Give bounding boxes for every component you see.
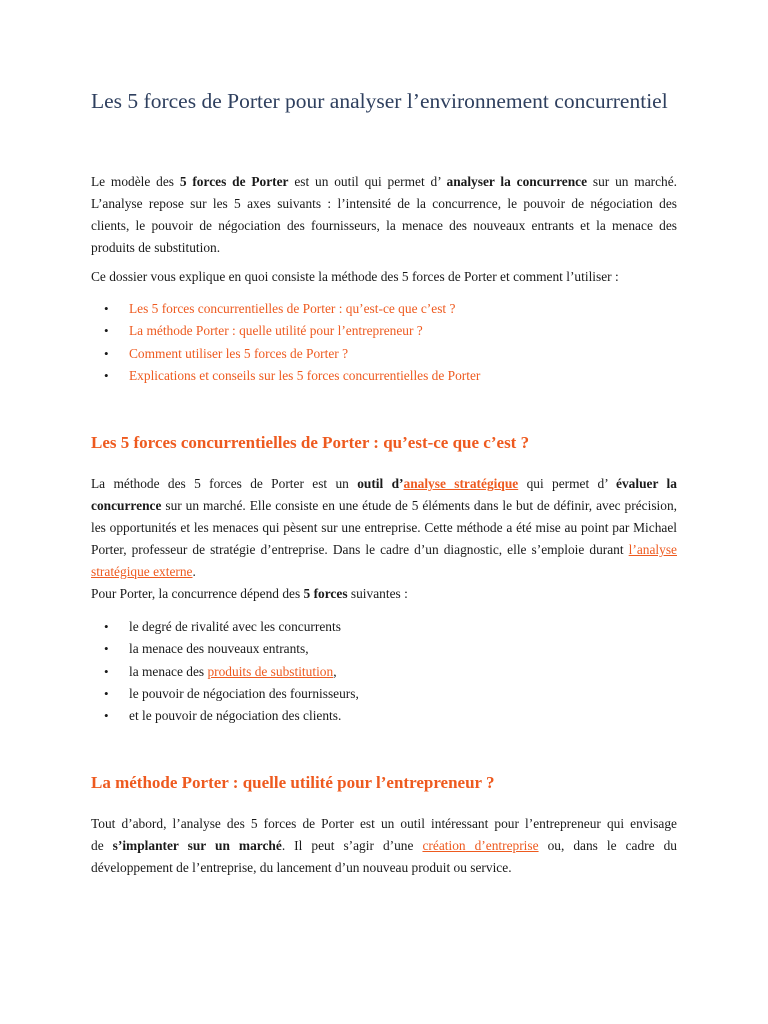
- intro-paragraph: [91, 171, 677, 259]
- section2-line-2: de s’implanter sur un marché. Il peut s’agir d’une création d’entreprise ou, dans le cadre du: [91, 838, 677, 853]
- dossier-paragraph: Ce dossier vous explique en quoi consiste la méthode des 5 forces de Porter et comment l’utiliser :: [91, 269, 619, 284]
- list-item: • le degré de rivalité avec les concurrents: [91, 616, 677, 638]
- produits-substitution-link[interactable]: produits de substitution: [207, 663, 334, 679]
- list-item: • le pouvoir de négociation des fournisseurs,: [91, 683, 677, 705]
- toc-link-3[interactable]: Comment utiliser les 5 forces de Porter ?: [129, 345, 349, 361]
- document-title: Les 5 forces de Porter pour analyser l’environnement concurrentiel: [91, 89, 668, 113]
- analyse-strategique-externe-link-a[interactable]: l’analyse: [628, 542, 677, 557]
- forces-list: [91, 616, 677, 727]
- section-heading-1: Les 5 forces concurrentielles de Porter : qu’est-ce que c’est ?: [91, 433, 530, 452]
- section1-line-5: stratégique externe.: [91, 564, 196, 579]
- list-item: • et le pouvoir de négociation des clients.: [91, 705, 677, 727]
- section2-line-1: Tout d’abord, l’analyse des 5 forces de Porter est un outil intéressant pour l’entrepreneur qui envisage: [91, 816, 677, 831]
- creation-entreprise-link[interactable]: création d’entreprise: [422, 838, 539, 853]
- toc-item[interactable]: [91, 343, 677, 365]
- section1-line-1: La méthode des 5 forces de Porter est un outil d’analyse stratégique qui permet d’ évaluer la: [91, 476, 677, 491]
- table-of-contents: [91, 298, 677, 387]
- toc-link-4[interactable]: Explications et conseils sur les 5 forces concurrentielles de Porter: [129, 367, 481, 383]
- section1-line-3: les opportunités et les menaces qui pèsent sur une entreprise. Cette méthode a été mise au point par Michael: [91, 520, 677, 535]
- toc-item[interactable]: [91, 320, 677, 342]
- intro-line-3: clients, le pouvoir de négociation des fournisseurs, la menace des nouveaux entrants et la menace des: [91, 218, 677, 233]
- section1-line-6: Pour Porter, la concurrence dépend des 5 forces suivantes :: [91, 586, 408, 601]
- intro-line-4: produits de substitution.: [91, 240, 221, 255]
- analyse-strategique-link[interactable]: analyse stratégique: [403, 476, 519, 491]
- section1-line-2: concurrence sur un marché. Elle consiste en une étude de 5 éléments dans le but de définir, avec précision,: [91, 498, 677, 513]
- intro-line-1: Le modèle des 5 forces de Porter est un outil qui permet d’ analyser la concurrence sur un marché.: [91, 174, 678, 189]
- list-item: • la menace des produits de substitution,: [91, 661, 677, 683]
- section2-paragraph: [91, 813, 677, 879]
- list-item: • la menace des nouveaux entrants,: [91, 638, 677, 660]
- section2-line-3: développement de l’entreprise, du lancement d’un nouveau produit ou service.: [91, 860, 512, 875]
- toc-link-2[interactable]: La méthode Porter : quelle utilité pour l’entrepreneur ?: [129, 323, 423, 339]
- section1-paragraph: [91, 473, 677, 605]
- toc-item[interactable]: [91, 365, 677, 387]
- analyse-strategique-externe-link-b[interactable]: stratégique externe: [91, 564, 193, 579]
- section1-line-4: Porter, professeur de stratégie d’entreprise. Dans le cadre d’un diagnostic, elle s’emploie durant l’analyse: [91, 542, 677, 557]
- section-heading-2: La méthode Porter : quelle utilité pour l’entrepreneur ?: [91, 773, 495, 792]
- intro-line-2: L’analyse repose sur les 5 axes suivants : l’intensité de la concurrence, le pouvoir de négociation des: [91, 196, 677, 211]
- toc-link-1[interactable]: Les 5 forces concurrentielles de Porter : qu’est-ce que c’est ?: [129, 301, 456, 316]
- toc-item[interactable]: [91, 298, 677, 320]
